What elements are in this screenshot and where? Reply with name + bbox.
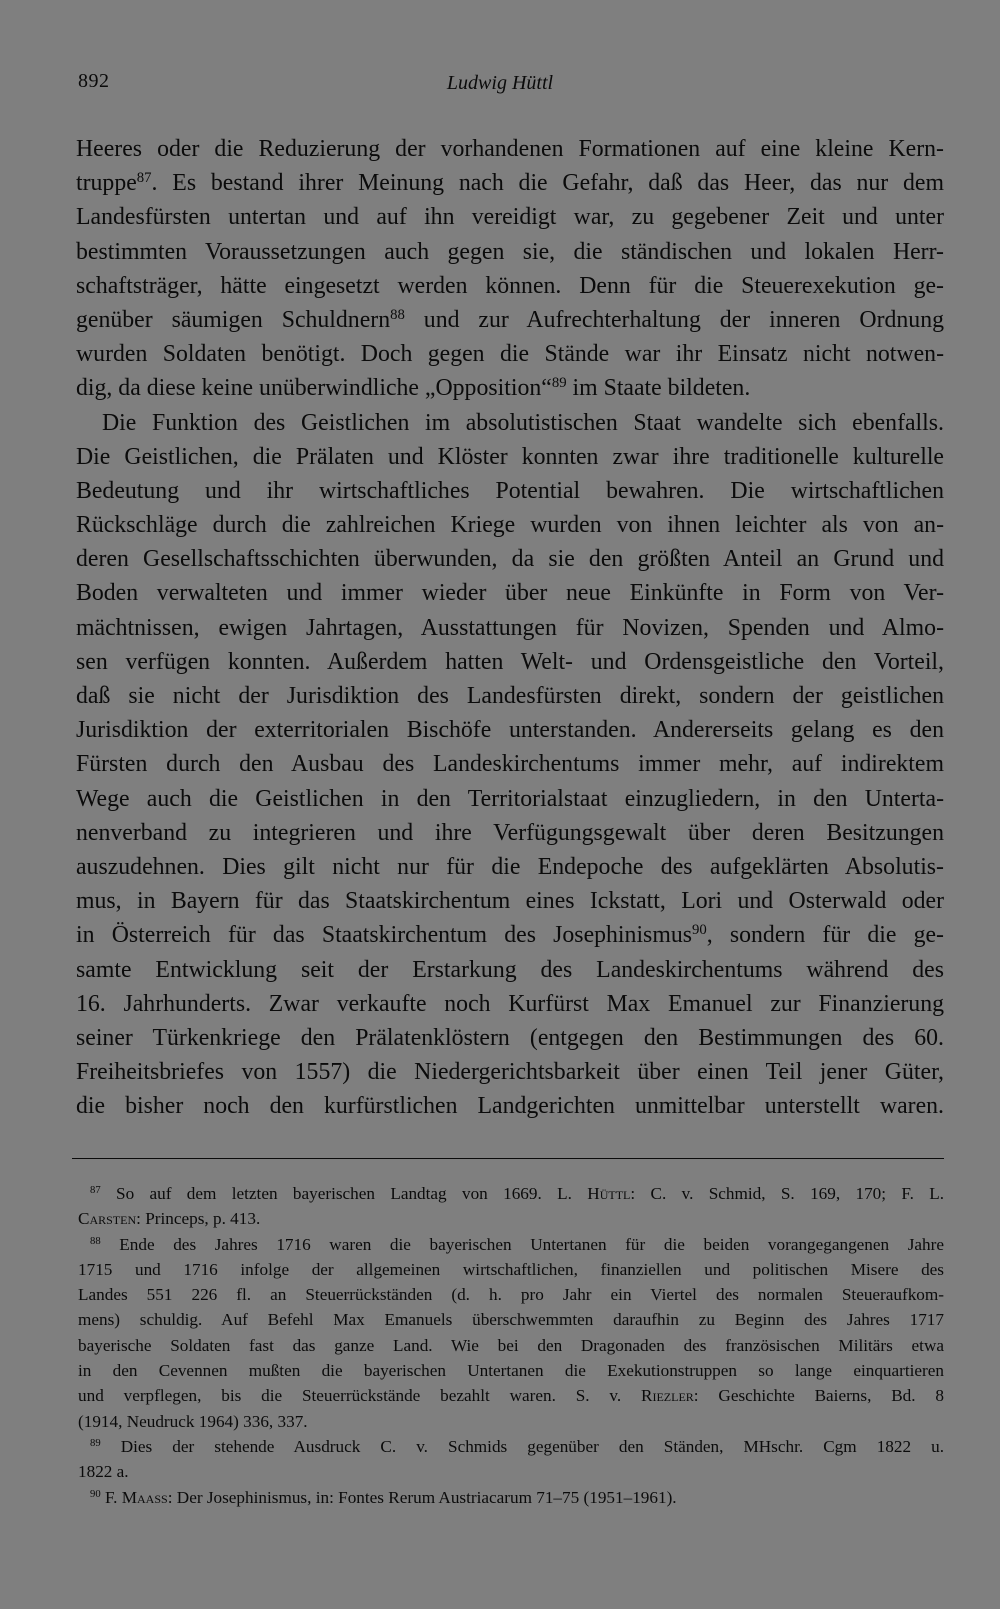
footnote-number: 90	[90, 1488, 101, 1500]
text-line: daß sie nicht der Jurisdiktion des Landesfürsten direkt, sondern der geistlichen	[76, 683, 944, 709]
footnote-divider	[72, 1158, 944, 1159]
footnote-reference: 88	[390, 306, 405, 323]
text-line: Boden verwalteten und immer wieder über neue Einkünfte in Form von Ver-	[76, 580, 944, 607]
footnote-number: 89	[90, 1438, 101, 1450]
text-line: Wege auch die Geistlichen in den Territorialstaat einzugliedern, in den Unterta-	[76, 785, 944, 812]
text-line: mächtnissen, ewigen Jahrtagen, Ausstattungen für Novizen, Spenden und Almo-	[76, 614, 944, 641]
text-line: dig, da diese keine unüberwindliche „Opposition“$^{89}$ im Staate bildeten.	[76, 375, 751, 402]
page-number: 892	[78, 70, 110, 92]
footnote-87: $^{87}$ So auf dem letzten bayerischen Landtag von 1669. L. Hüttl: C. v. Schmid, S. 169, 170; F. L.	[90, 1184, 945, 1203]
footnote-number: 87	[90, 1185, 101, 1197]
text-line: in Österreich für das Staatskirchentum des Josephinismus$^{90}$, sondern für die ge-	[76, 922, 944, 949]
footnote-line: Landes 551 226 fl. an Steuerrückständen (d. h. pro Jahr ein Viertel des normalen Steueraufkom-	[78, 1285, 944, 1305]
footnote-reference: 87	[136, 170, 152, 187]
author-name: Riezler	[641, 1386, 694, 1406]
text-line: Heeres oder die Reduzierung der vorhandenen Formationen auf eine kleine Kern-	[76, 136, 944, 162]
author-name: Maass	[121, 1487, 168, 1507]
text-line: die bisher noch den kurfürstlichen Landgerichten unmittelbar unterstellt waren.	[76, 1093, 944, 1120]
footnote-reference: 90	[691, 922, 707, 939]
text-line: schaftsträger, hätte eingesetzt werden können. Denn für die Steuerexekution ge-	[76, 272, 944, 299]
main-text	[76, 132, 944, 1123]
text-line: deren Gesellschaftsschichten überwunden, da sie den größten Anteil an Grund und	[76, 546, 944, 573]
footnote-line: (1914, Neudruck 1964) 336, 337.	[78, 1411, 308, 1431]
text-line: seiner Türkenkriege den Prälatenklöstern (entgegen den Bestimmungen des 60.	[76, 1024, 944, 1051]
text-line: genüber säumigen Schuldnern$^{88}$ und zur Aufrechterhaltung der inneren Ordnung	[76, 306, 944, 333]
author-name: Hüttl	[587, 1184, 631, 1203]
text-line: sen verfügen konnten. Außerdem hatten Welt- und Ordensgeistliche den Vorteil,	[76, 648, 944, 675]
text-line: nenverband zu integrieren und ihre Verfügungsgewalt über deren Besitzungen	[76, 819, 944, 846]
text-line: Freiheitsbriefes von 1557) die Niedergerichtsbarkeit über einen Teil jener Güter,	[76, 1059, 944, 1086]
text-line: 16. Jahrhunderts. Zwar verkaufte noch Kurfürst Max Emanuel zur Finanzierung	[76, 990, 944, 1017]
text-line: truppe$^{87}$. Es bestand ihrer Meinung nach die Gefahr, daß das Heer, das nur dem	[76, 170, 944, 197]
text-line: Rückschläge durch die zahlreichen Kriege wurden von ihnen leichter als von an-	[76, 512, 944, 539]
footnote-90: $^{90}$ F. Maass: Der Josephinismus, in: Fontes Rerum Austriacarum 71–75 (1951–1961).	[90, 1487, 677, 1507]
footnote-line: Carsten: Princeps, p. 413.	[78, 1209, 261, 1229]
footnote-line: in den Cevennen mußten die bayerischen Untertanen die Exekutionstruppen so lange einquartieren	[78, 1361, 944, 1381]
footnote-line: bayerische Soldaten fast das ganze Land. Wie bei den Dragonaden des französischen Militärs etwa	[78, 1335, 944, 1355]
text-line: Fürsten durch den Ausbau des Landeskirchentums immer mehr, auf indirektem	[76, 751, 944, 778]
footnote-line: mens) schuldig. Auf Befehl Max Emanuels überschwemmten daraufhin zu Beginn des Jahres 1717	[78, 1310, 944, 1330]
footnote-89: $^{89}$ Dies der stehende Ausdruck C. v. Schmids gegenüber den Ständen, MHschr. Cgm 1822 u.	[90, 1436, 945, 1456]
footnote-line: und verpflegen, bis die Steuerrückstände bezahlt waren. S. v. Riezler: Geschichte Baierns, Bd. 8	[78, 1386, 944, 1406]
running-title: Ludwig Hüttl	[446, 72, 554, 94]
text-line: Landesfürsten untertan und auf ihn vereidigt war, zu gegebener Zeit und unter	[76, 204, 944, 231]
footnotes	[78, 1181, 944, 1510]
text-line: Jurisdiktion der exterritorialen Bischöfe unterstanden. Andererseits gelang es den	[76, 717, 944, 744]
text-line: mus, in Bayern für das Staatskirchentum eines Ickstatt, Lori und Osterwald oder	[76, 888, 944, 915]
text-line: wurden Soldaten benötigt. Doch gegen die Stände war ihr Einsatz nicht notwen-	[76, 341, 944, 368]
author-name: Carsten	[78, 1209, 137, 1229]
text-line: Bedeutung und ihr wirtschaftliches Potential bewahren. Die wirtschaftlichen	[76, 477, 944, 504]
footnote-reference: 89	[551, 375, 567, 392]
footnote-line: 1715 und 1716 infolge der allgemeinen wirtschaftlichen, finanziellen und politischen Misere des	[78, 1259, 944, 1279]
text-line: bestimmten Voraussetzungen auch gegen sie, die ständischen und lokalen Herr-	[76, 238, 944, 265]
text-line: Die Funktion des Geistlichen im absolutistischen Staat wandelte sich ebenfalls.	[102, 409, 944, 436]
footnote-line: 1822 a.	[78, 1462, 129, 1482]
text-line: auszudehnen. Dies gilt nicht nur für die Endepoche des aufgeklärten Absolutis-	[76, 853, 944, 880]
footnote-88: $^{88}$ Ende des Jahres 1716 waren die bayerischen Untertanen für die beiden vorangegangenen Jahre	[90, 1234, 945, 1254]
footnote-number: 88	[90, 1235, 101, 1247]
text-line: Die Geistlichen, die Prälaten und Klöster konnten zwar ihre traditionelle kulturelle	[76, 443, 944, 470]
text-line: samte Entwicklung seit der Erstarkung des Landeskirchentums während des	[76, 956, 944, 983]
